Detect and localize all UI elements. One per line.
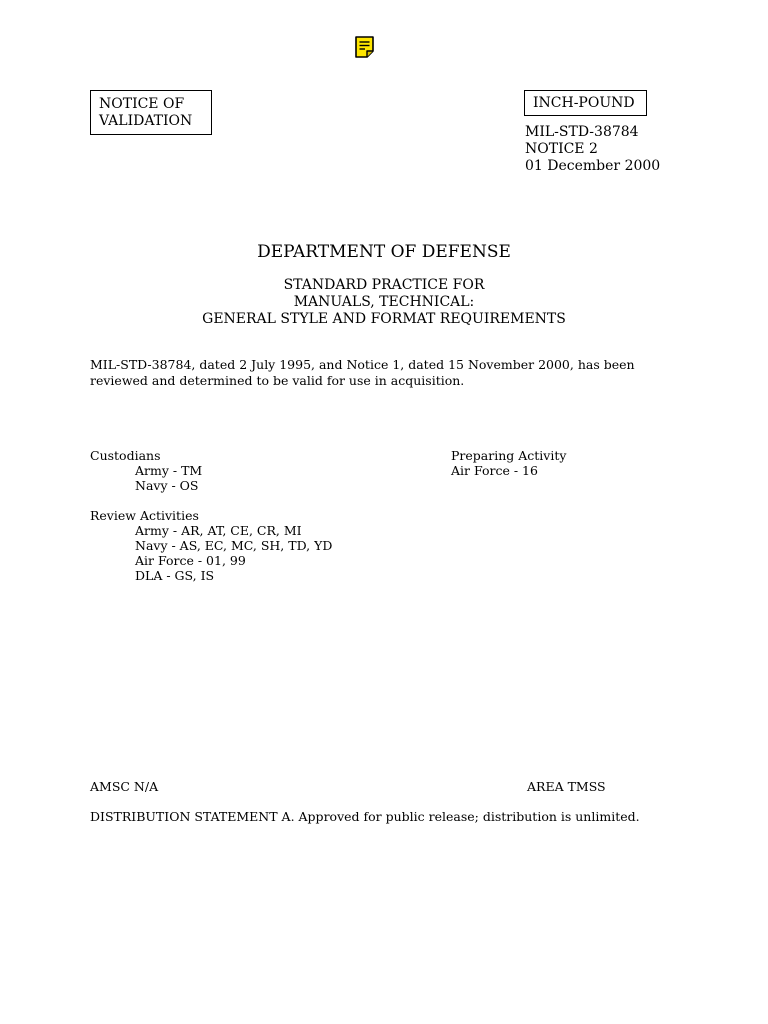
note-icon[interactable]: [354, 35, 376, 59]
preparing-activity-item: Air Force - 16: [451, 463, 538, 478]
subtitle-line-3: GENERAL STYLE AND FORMAT REQUIREMENTS: [202, 311, 566, 327]
custodians-section: [90, 448, 202, 493]
preparing-activity-section: [451, 448, 566, 478]
inch-pound-label: INCH-POUND: [533, 95, 635, 111]
validation-line-2: VALIDATION: [99, 113, 193, 129]
review-activity-item: Army - AR, AT, CE, CR, MI: [135, 523, 302, 538]
validation-statement: MIL-STD-38784, dated 2 July 1995, and Notice 1, dated 15 November 2000, has been reviewed and determined to be valid for use in acquisition.: [90, 357, 635, 388]
page-title: DEPARTMENT OF DEFENSE: [257, 242, 511, 262]
notice-date: 01 December 2000: [525, 158, 661, 174]
document-subtitle: [0, 277, 768, 328]
subtitle-line-2: MANUALS, TECHNICAL:: [293, 294, 475, 310]
document-identifier: [525, 124, 660, 175]
review-activities-heading: Review Activities: [90, 508, 199, 523]
review-activity-item: DLA - GS, IS: [135, 568, 215, 583]
review-activity-item: Air Force - 01, 99: [135, 553, 246, 568]
preparing-activity-heading: Preparing Activity: [451, 448, 567, 463]
custodian-item: Navy - OS: [135, 478, 199, 493]
doc-number: MIL-STD-38784: [525, 124, 639, 140]
custodians-heading: Custodians: [90, 448, 161, 463]
notice-number: NOTICE 2: [525, 141, 598, 157]
amsc-label: AMSC N/A: [90, 779, 159, 794]
subtitle-line-1: STANDARD PRACTICE FOR: [283, 277, 485, 293]
validation-line-1: NOTICE OF: [99, 96, 185, 112]
inch-pound-box: [524, 90, 647, 116]
custodian-item: Army - TM: [135, 463, 203, 478]
review-activity-item: Navy - AS, EC, MC, SH, TD, YD: [135, 538, 333, 553]
distribution-statement: DISTRIBUTION STATEMENT A. Approved for public release; distribution is unlimited.: [90, 809, 640, 824]
review-activities-section: [90, 508, 332, 583]
notice-of-validation-box: [90, 90, 212, 135]
area-label: AREA TMSS: [527, 779, 606, 794]
